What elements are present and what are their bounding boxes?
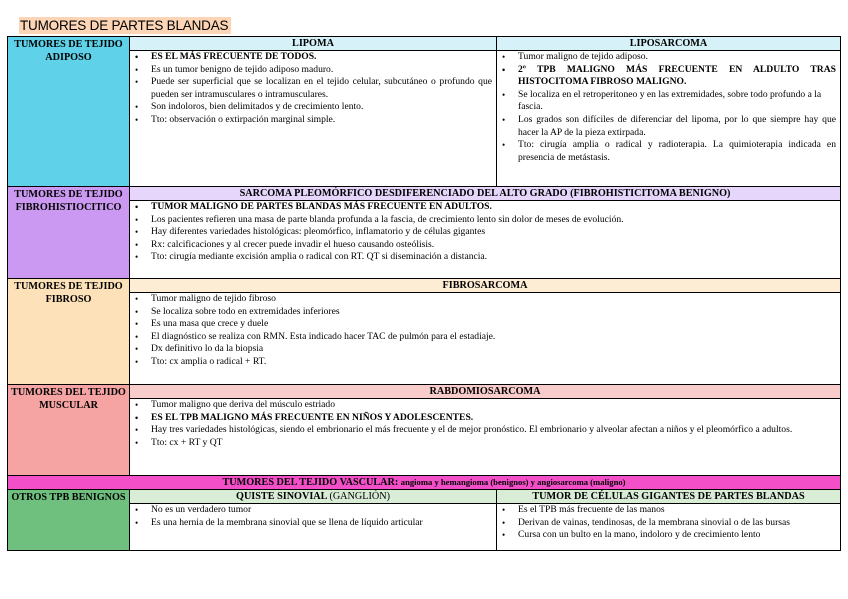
category-otros: OTROS TPB BENIGNOS — [8, 490, 130, 551]
list-item: • TUMOR MALIGNO DE PARTES BLANDAS MÁS FRECUENTE EN ADULTOS. — [130, 201, 840, 214]
list-item: • Hay diferentes variedades histológicas: pleomórfico, inflamatorio y de células gigantes — [130, 226, 840, 239]
list-item: • Se localiza en el retroperitoneo y en las extremidades, sobre todo profundo a la fascia. — [497, 89, 840, 114]
list-item: • Es un tumor benigno de tejido adiposo maduro. — [130, 64, 496, 77]
list-item: • 2º TPB MALIGNO MÁS FRECUENTE EN ALDULTO TRAS HISTOCITOMA FIBROSO MALIGNO. — [497, 64, 840, 89]
list-item: • ES EL TPB MALIGNO MÁS FRECUENTE EN NIÑOS Y ADOLESCENTES. — [130, 412, 840, 425]
list-item: • Tumor maligno que deriva del músculo estriado — [130, 399, 840, 412]
list-item: • El diagnóstico se realiza con RMN. Esta indicado hacer TAC de pulmón para el estadiaje. — [130, 331, 840, 344]
list-item: • Rx: calcificaciones y al crecer puede invadir el hueso causando osteólisis. — [130, 239, 840, 252]
category-fibrohistiocitico: TUMORES DE TEJIDO FIBROHISTIOCITICO — [8, 187, 130, 279]
vascular-detail: angioma y hemangioma (benignos) y angiosarcoma (maligno) — [400, 477, 626, 487]
list-item: • Son indoloros, bien delimitados y de crecimiento lento. — [130, 101, 496, 114]
header-fibrosarcoma: FIBROSARCOMA — [130, 279, 841, 293]
header-rabdomiosarcoma: RABDOMIOSARCOMA — [130, 385, 841, 399]
vascular-row — [8, 476, 841, 490]
category-fibroso: TUMORES DE TEJIDO FIBROSO — [8, 279, 130, 385]
lipoma-list-cell — [130, 51, 497, 187]
list-item: • No es un verdadero tumor — [130, 504, 496, 517]
header-celulas-gigantes: TUMOR DE CÉLULAS GIGANTES DE PARTES BLANDAS — [497, 490, 841, 504]
sarcoma-list-cell — [130, 201, 841, 279]
list-item: • Hay tres variedades histológicas, siendo el embrionario el más frecuente y el de mejor pronóstico. El embrionario y alveolar afectan a niños y el pleomórfico a adultos. — [130, 424, 840, 437]
list-item: • Los pacientes refieren una masa de parte blanda profunda a la fascia, de crecimiento lento sin dolor de meses de evolución. — [130, 214, 840, 227]
header-lipoma: LIPOMA — [130, 37, 497, 51]
quiste-title: QUISTE SINOVIAL — [236, 491, 327, 502]
quiste-subtitle: (GANGLIÓN) — [329, 491, 390, 502]
vascular-label: TUMORES DEL TEJIDO VASCULAR: — [222, 477, 399, 488]
header-quiste-sinovial — [130, 490, 497, 504]
header-sarcoma-pleomorfico: SARCOMA PLEOMÓRFICO DESDIFERENCIADO DEL ALTO GRADO (FIBROHISTICITOMA BENIGNO) — [130, 187, 841, 201]
list-item: • Tto: cx amplia o radical + RT. — [130, 356, 840, 369]
quiste-list-cell — [130, 504, 497, 551]
list-item: • Tumor maligno de tejido adiposo. — [497, 51, 840, 64]
list-item: • Dx definitivo lo da la biopsia — [130, 343, 840, 356]
list-item: • Cursa con un bulto en la mano, indoloro y de crecimiento lento — [497, 529, 840, 542]
list-item: • Derivan de vainas, tendinosas, de la membrana sinovial o de las bursas — [497, 517, 840, 530]
list-item: • Se localiza sobre todo en extremidades inferiores — [130, 306, 840, 319]
list-item: • Tto: cirugía amplia o radical y radioterapia. La quimioterapia indicada en presencia de metástasis. — [497, 139, 840, 164]
liposarcoma-list-cell — [497, 51, 841, 187]
tumor-table — [7, 36, 841, 551]
list-item: • Puede ser superficial que se localizan en el tejido celular, subcutáneo o profundo que pueden ser intramusculares o intramusculares. — [130, 76, 496, 101]
document-title: TUMORES DE PARTES BLANDAS — [19, 17, 231, 34]
list-item: • Es el TPB más frecuente de las manos — [497, 504, 840, 517]
rabdomiosarcoma-list-cell — [130, 399, 841, 476]
header-liposarcoma: LIPOSARCOMA — [497, 37, 841, 51]
list-item: • Es una hernia de la membrana sinovial que se llena de líquido articular — [130, 517, 496, 530]
list-item: • Tumor maligno de tejido fibroso — [130, 293, 840, 306]
category-muscular: TUMORES DEL TEJIDO MUSCULAR — [8, 385, 130, 476]
list-item: • Tto: cirugía mediante excisión amplia o radical con RT. QT si diseminación a distancia. — [130, 251, 840, 264]
celulas-list-cell — [497, 504, 841, 551]
fibrosarcoma-list-cell — [130, 293, 841, 385]
list-item: • ES EL MÁS FRECUENTE DE TODOS. — [130, 51, 496, 64]
list-item: • Es una masa que crece y duele — [130, 318, 840, 331]
list-item: • Tto: cx + RT y QT — [130, 437, 840, 450]
list-item: • Tto: observación o extirpación marginal simple. — [130, 114, 496, 127]
list-item: • Los grados son difíciles de diferenciar del lipoma, por lo que siempre hay que hacer la AP de la pieza extirpada. — [497, 114, 840, 139]
category-adiposo: TUMORES DE TEJIDO ADIPOSO — [8, 37, 130, 187]
